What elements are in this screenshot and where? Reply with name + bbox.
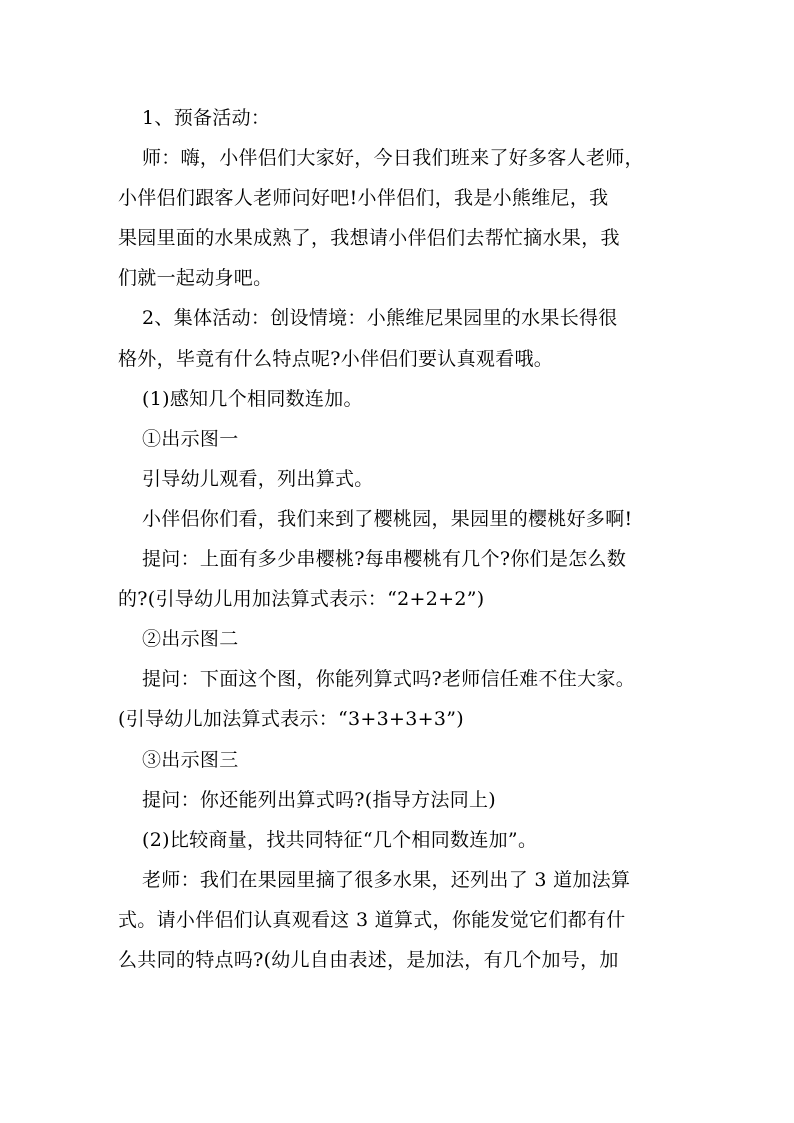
question-line: 提问：上面有多少串樱桃?每串樱桃有几个?你们是怎么数 [142,548,627,571]
paragraph-line: 小伴侣们跟客人老师问好吧!小伴侣们，我是小熊维尼，我 [118,187,609,210]
paragraph-line: 格外，毕竟有什么特点呢?小伴侣们要认真观看哦。 [118,347,554,370]
paragraph-line: 们就一起动身吧。 [118,267,273,290]
subsection-heading-2: (2)比较商量，找共同特征“几个相同数连加”。 [142,828,538,851]
paragraph-line: (引导幼儿加法算式表示：“3+3+3+3”) [118,708,464,731]
paragraph-line: 么共同的特点吗?(幼儿自由表述，是加法，有几个加号，加 [118,948,619,971]
paragraph-line: 师：嗨，小伴侣们大家好，今日我们班来了好多客人老师， [142,147,644,170]
question-line: 提问：你还能列出算式吗?(指导方法同上) [142,788,497,811]
step-heading-2: ②出示图二 [142,628,239,651]
paragraph-line: 果园里面的水果成熟了，我想请小伴侣们去帮忙摘水果，我 [118,227,620,250]
paragraph-line: 小伴侣你们看，我们来到了樱桃园，果园里的樱桃好多啊! [142,507,633,530]
section-heading-1: 1、预备活动： [142,107,271,129]
paragraph-line: 的?(引导幼儿用加法算式表示：“2+2+2”) [118,588,485,611]
paragraph-line: 老师：我们在果园里摘了很多水果，还列出了 3 道加法算 [142,868,631,891]
paragraph-line: 引导幼儿观看，列出算式。 [142,467,374,490]
document-body [118,98,684,980]
step-heading-1: ①出示图一 [142,427,239,450]
step-heading-3: ③出示图三 [142,748,239,771]
subsection-heading-1: (1)感知几个相同数连加。 [142,387,363,410]
section-heading-2: 2、集体活动：创设情境：小熊维尼果园里的水果长得很 [142,307,618,330]
question-line: 提问：下面这个图，你能列算式吗?老师信任难不住大家。 [142,668,635,691]
paragraph-line: 式。请小伴侣们认真观看这 3 道算式，你能发觉它们都有什 [118,908,626,931]
